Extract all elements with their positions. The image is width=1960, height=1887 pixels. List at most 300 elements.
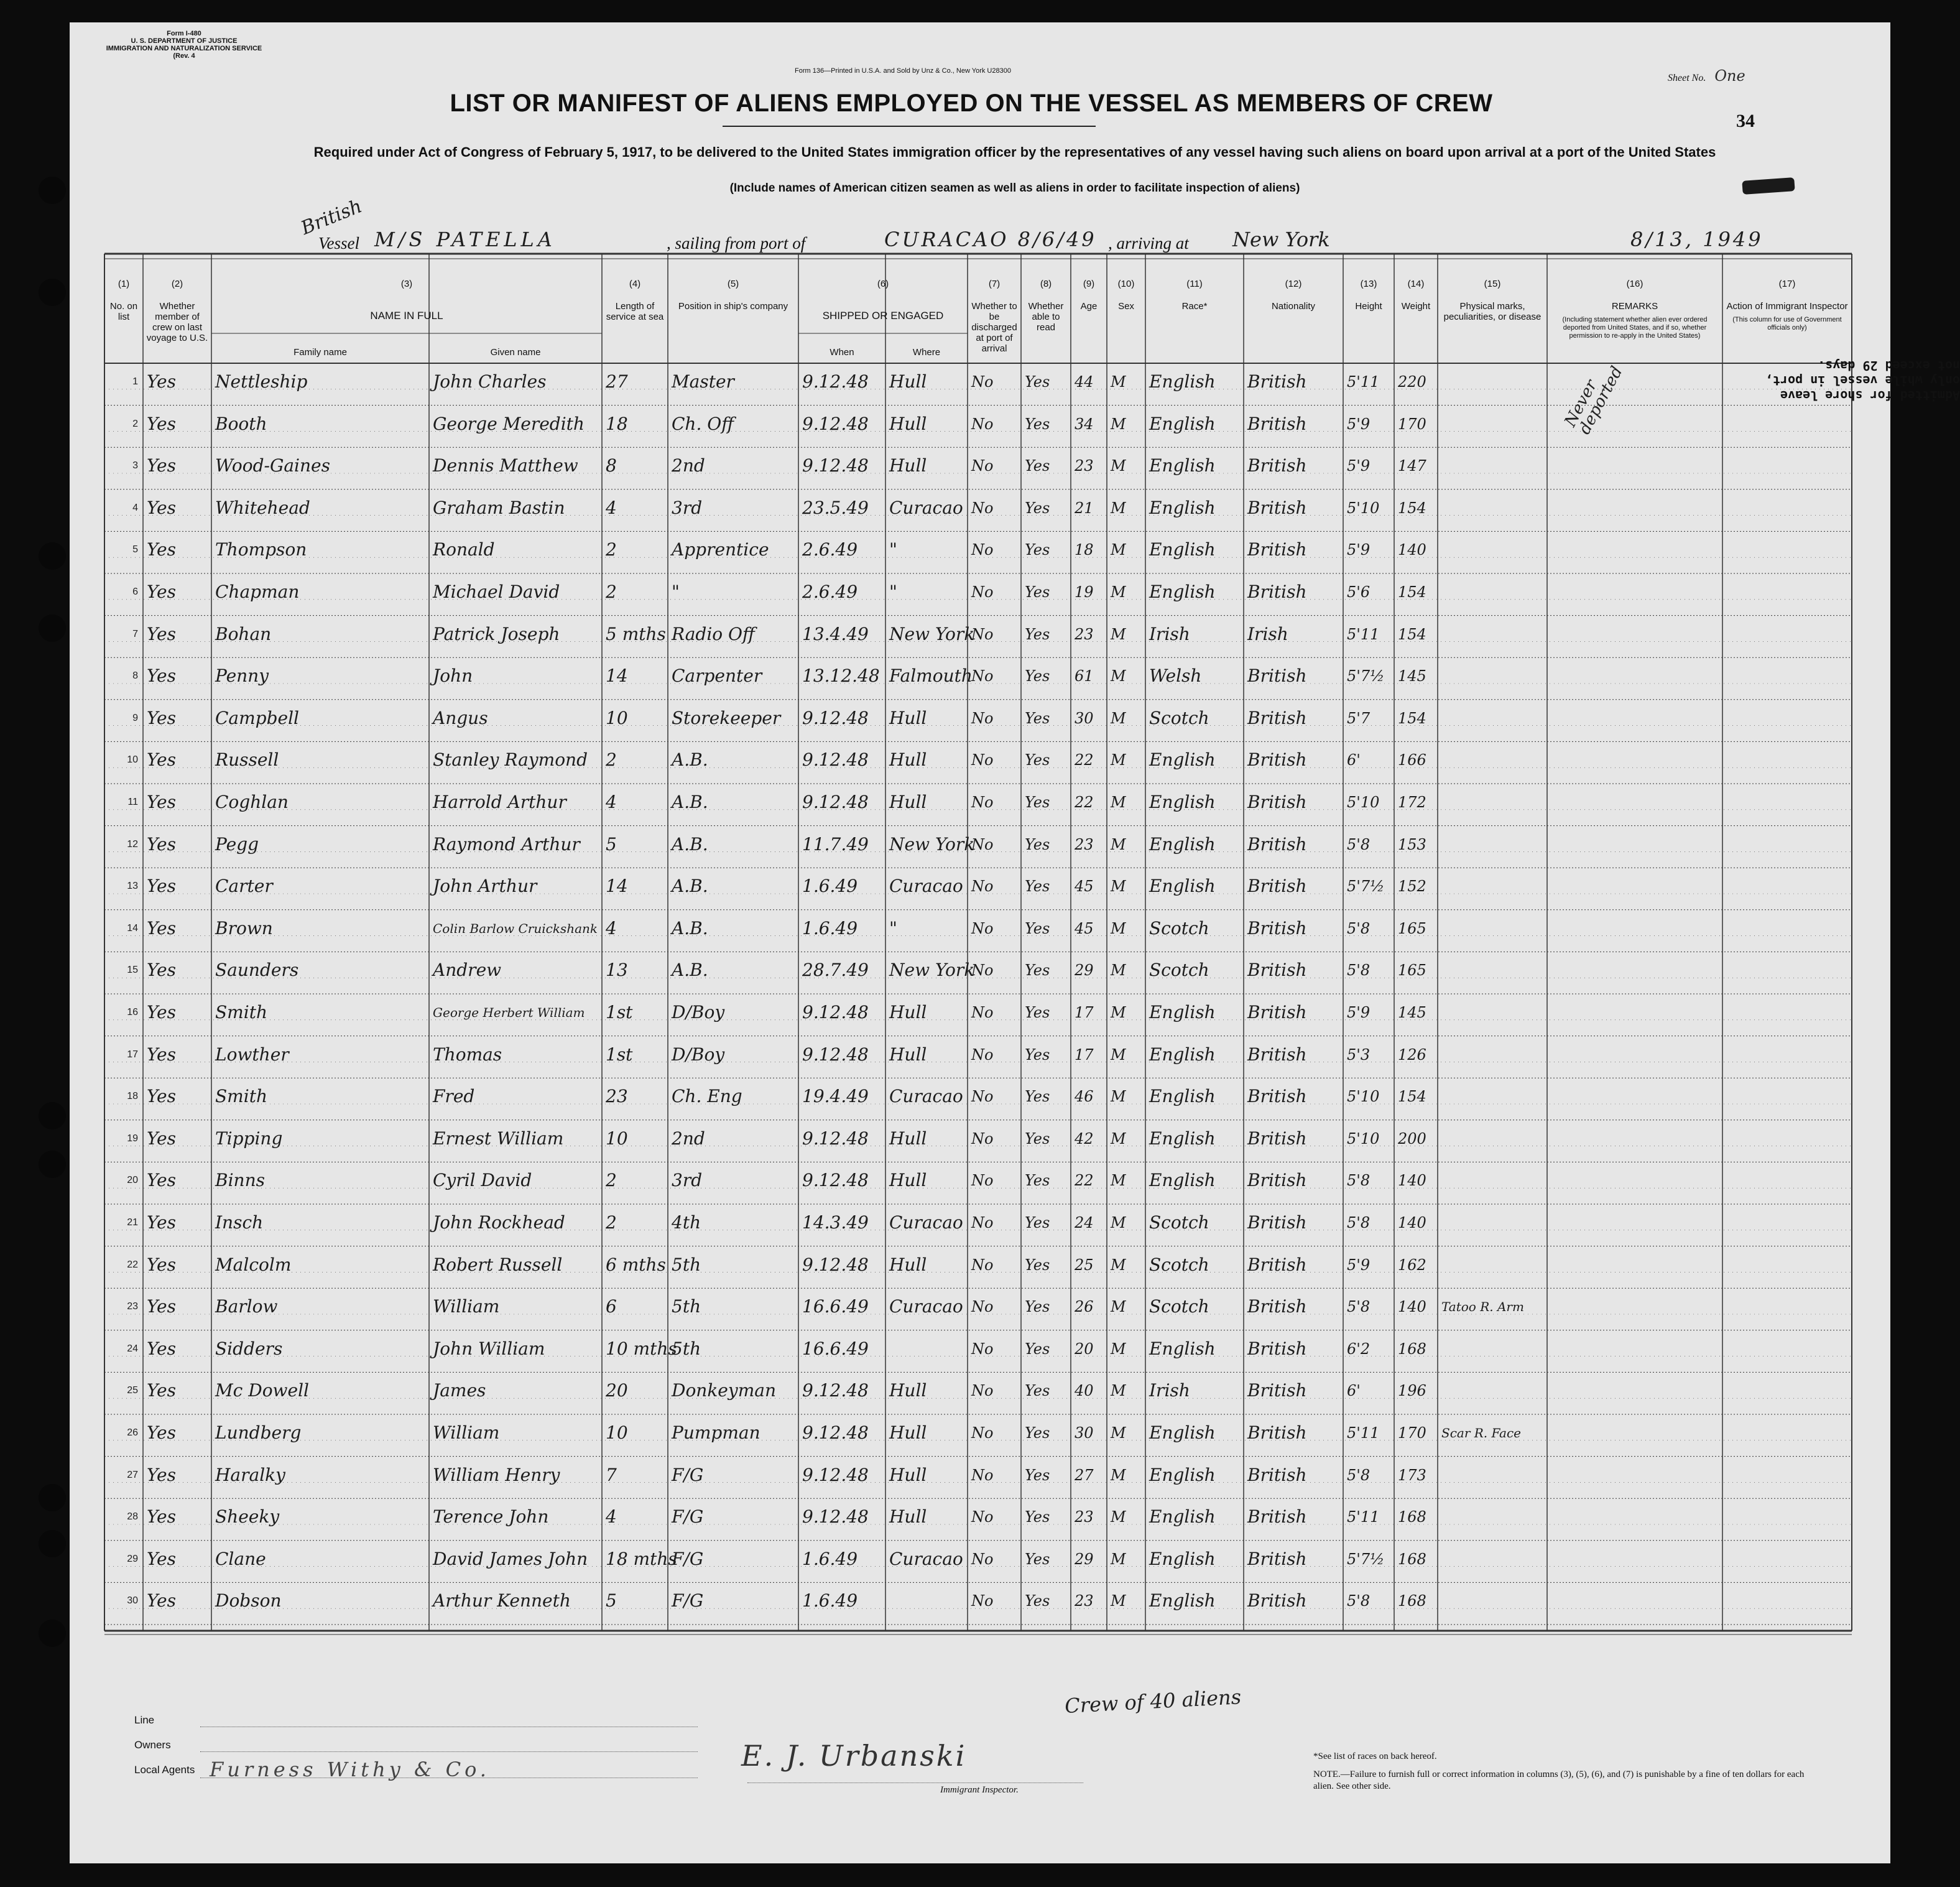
cell-age: 20 [1075,1340,1094,1358]
cell-weight: 168 [1398,1340,1426,1358]
cell-position: D/Boy [672,1002,725,1022]
line-label: Line [134,1714,155,1726]
cell-weight: 153 [1398,835,1426,853]
cell-where: Hull [889,792,927,812]
cell-when: 13.4.49 [802,623,869,644]
cell-family: Smith [215,1086,267,1107]
cell-given: Robert Russell [433,1254,563,1275]
cell-position: A.B. [672,960,708,981]
cell-sex: M [1111,1004,1126,1021]
cell-sex: M [1111,835,1126,853]
cell-when: 9.12.48 [802,1422,869,1443]
cell-position: Pumpman [672,1422,760,1443]
cell-service: 4 [606,1506,617,1528]
column-header: Length of service at sea [606,301,664,322]
vessel-flag: British [298,195,366,239]
cell-read: Yes [1025,541,1050,559]
cell-position: Carpenter [672,665,762,687]
sailing-label: , sailing from port of [667,234,806,253]
cell-family: Barlow [215,1296,278,1317]
cell-family: Pegg [215,833,259,855]
inspector-signature: E. J. Urbanski [741,1739,967,1773]
cell-race: English [1149,1590,1216,1611]
cell-family: Nettleship [215,371,308,392]
cell-sex: M [1111,373,1126,391]
cell-disch: No [971,1424,994,1442]
cell-race: Scotch [1149,917,1209,939]
cell-family: Brown [215,917,273,939]
cell-weight: 145 [1398,667,1426,685]
cell-age: 23 [1075,457,1094,475]
cell-when: 9.12.48 [802,1170,869,1191]
cell-read: Yes [1025,1592,1050,1610]
cell-age: 29 [1075,1550,1094,1568]
cell-nat: British [1247,413,1307,434]
cell-crew: Yes [147,707,176,728]
punch-hole [39,1102,66,1129]
cell-service: 7 [606,1464,617,1485]
row-number: 20 [127,1175,138,1186]
row-number: 2 [132,418,138,429]
row-number: 9 [132,712,138,723]
cell-weight: 140 [1398,1298,1426,1316]
cell-given: Colin Barlow Cruickshank [433,920,598,936]
cell-service: 2 [606,749,617,771]
cell-when: 11.7.49 [802,833,869,855]
cell-sex: M [1111,1046,1126,1064]
cell-race: English [1149,1002,1216,1022]
cell-service: 5 [606,833,617,855]
cell-when: 2.6.49 [802,582,858,602]
cell-disch: No [971,1466,994,1484]
cell-sex: M [1111,499,1126,517]
crew-total: Crew of 40 aliens [1064,1685,1242,1718]
cell-weight: 154 [1398,625,1426,643]
cell-family: Lowther [215,1044,289,1065]
cell-height: 5'9 [1347,457,1371,475]
cell-height: 5'9 [1347,1256,1371,1274]
printer-line: Form 136—Printed in U.S.A. and Sold by Unz & Co., New York U28300 [795,67,1011,75]
cell-when: 14.3.49 [802,1212,869,1233]
cell-service: 23 [606,1086,628,1107]
cell-given: George Herbert William [433,1005,585,1020]
cell-sex: M [1111,962,1126,980]
cell-height: 5'11 [1347,1508,1380,1526]
cell-sex: M [1111,457,1126,475]
cell-height: 5'8 [1347,919,1371,937]
cell-sex: M [1111,709,1126,727]
cell-sex: M [1111,625,1126,643]
cell-where: Hull [889,1044,927,1065]
cell-service: 10 [606,707,628,728]
cell-family: Dobson [215,1590,282,1611]
cell-sex: M [1111,1129,1126,1148]
cell-height: 5'8 [1347,1298,1371,1316]
cell-given: David James John [433,1548,588,1569]
cell-crew: Yes [147,960,176,981]
cell-age: 27 [1075,1466,1094,1484]
cell-service: 14 [606,876,628,897]
column-header: Nationality [1271,301,1316,312]
cell-position: F/G [672,1548,704,1569]
cell-height: 5'11 [1347,625,1380,643]
cell-where: Hull [889,1170,927,1191]
cell-read: Yes [1025,751,1050,769]
cell-weight: 220 [1398,373,1426,391]
cell-nat: British [1247,1254,1307,1275]
cell-when: 9.12.48 [802,1380,869,1401]
cell-age: 23 [1075,1508,1094,1526]
cell-position: A.B. [672,749,708,771]
cell-race: English [1149,876,1216,897]
cell-where: " [889,582,897,602]
column-header: SHIPPED OR ENGAGED [822,310,944,322]
cell-age: 30 [1075,709,1094,727]
page-number: 34 [1736,111,1755,131]
cell-height: 5'8 [1347,1466,1371,1484]
row-number: 28 [127,1511,138,1523]
cell-crew: Yes [147,1296,176,1317]
row-number: 19 [127,1133,138,1144]
cell-crew: Yes [147,371,176,392]
service-name: IMMIGRATION AND NATURALIZATION SERVICE [106,45,262,52]
column-subheader: Given name [490,347,541,358]
cell-when: 1.6.49 [802,876,858,897]
row-number: 4 [132,502,138,513]
cell-position: 3rd [672,1170,703,1191]
cell-age: 17 [1075,1004,1094,1021]
vessel-label: Vessel [318,234,359,253]
cell-service: 10 [606,1128,628,1149]
cell-crew: Yes [147,1548,176,1569]
cell-given: Thomas [433,1044,502,1065]
cell-given: Patrick Joseph [433,623,560,644]
column-header: Height [1355,301,1382,312]
cell-where: Hull [889,749,927,771]
cell-given: John William [433,1338,545,1359]
row-number: 18 [127,1091,138,1102]
cell-disch: No [971,919,994,937]
form-number-block [97,30,271,60]
cell-crew: Yes [147,1086,176,1107]
cell-position: F/G [672,1506,704,1528]
vessel-name: M/S PATELLA [374,228,556,251]
cell-position: 3rd [672,497,703,518]
cell-read: Yes [1025,1129,1050,1148]
cell-position: Master [672,371,734,392]
cell-crew: Yes [147,1506,176,1528]
cell-position: F/G [672,1590,704,1611]
cell-where: Curacao [889,497,963,518]
cell-given: James [433,1380,486,1401]
cell-service: 5 mths [606,623,666,644]
cell-age: 34 [1075,415,1094,433]
fine-note: NOTE.—Failure to furnish full or correct information in columns (3), (5), (6), and (7) is punishable by a fine of ten dollars for each alien. See other side. [1313,1769,1805,1791]
cell-race: English [1149,1506,1216,1528]
row-number: 8 [132,670,138,682]
cell-age: 61 [1075,667,1094,685]
punch-hole [39,1151,66,1178]
cell-disch: No [971,1592,994,1610]
row-number: 5 [132,544,138,555]
cell-sex: M [1111,1298,1126,1316]
cell-when: 9.12.48 [802,1044,869,1065]
cell-given: John [433,665,473,687]
row-number: 27 [127,1469,138,1480]
cell-sex: M [1111,878,1126,896]
cell-read: Yes [1025,1382,1050,1400]
cell-position: Ch. Off [672,413,734,434]
punch-hole [39,1484,66,1511]
column-header: Position in ship's company [678,301,788,312]
cell-read: Yes [1025,1466,1050,1484]
column-number: (4) [629,279,641,289]
cell-nat: British [1247,665,1307,687]
to-port: New York [1232,228,1330,251]
cell-sex: M [1111,1340,1126,1358]
column-number: (15) [1484,279,1501,289]
cell-nat: British [1247,1170,1307,1191]
cell-family: Carter [215,876,273,897]
cell-service: 18 mths [606,1548,677,1569]
cell-race: English [1149,1338,1216,1359]
cell-service: 6 [606,1296,617,1317]
cell-service: 2 [606,1170,617,1191]
cell-race: English [1149,497,1216,518]
cell-weight: 170 [1398,415,1426,433]
cell-where: Hull [889,1464,927,1485]
cell-given: William [433,1422,500,1443]
cell-given: Raymond Arthur [433,833,580,855]
cell-given: Ronald [433,539,495,560]
row-number: 7 [132,628,138,639]
cell-when: 1.6.49 [802,1590,858,1611]
cell-race: English [1149,1170,1216,1191]
cell-age: 23 [1075,1592,1094,1610]
cell-crew: Yes [147,539,176,560]
cell-service: 5 [606,1590,617,1611]
cell-given: Andrew [433,960,502,981]
cell-service: 6 mths [606,1254,666,1275]
cell-read: Yes [1025,1508,1050,1526]
cell-when: 13.12.48 [802,665,880,687]
cell-given: John Arthur [433,876,537,897]
cell-weight: 154 [1398,1088,1426,1106]
cell-read: Yes [1025,1424,1050,1442]
inspector-label: Immigrant Inspector. [940,1785,1019,1795]
cell-crew: Yes [147,1044,176,1065]
cell-weight: 140 [1398,1172,1426,1190]
manifest-sheet [70,22,1960,1863]
cell-weight: 154 [1398,499,1426,517]
cell-height: 5'11 [1347,373,1380,391]
cell-when: 9.12.48 [802,1128,869,1149]
cell-position: A.B. [672,792,708,812]
remarks-handwritten: Never deported [1561,363,1627,438]
cell-disch: No [971,1256,994,1274]
cell-age: 24 [1075,1214,1094,1231]
cell-nat: British [1247,371,1307,392]
cell-service: 10 [606,1422,628,1443]
cell-crew: Yes [147,1128,176,1149]
column-subheader: When [830,347,854,358]
cell-when: 1.6.49 [802,917,858,939]
cell-weight: 196 [1398,1382,1426,1400]
cell-height: 5'9 [1347,541,1371,559]
cell-disch: No [971,751,994,769]
cell-where: Hull [889,1128,927,1149]
cell-race: English [1149,1044,1216,1065]
cell-read: Yes [1025,1004,1050,1021]
cell-when: 19.4.49 [802,1086,869,1107]
column-number: (5) [727,279,739,289]
cell-where: Hull [889,1380,927,1401]
row-number: 14 [127,922,138,934]
cell-crew: Yes [147,455,176,476]
cell-disch: No [971,1088,994,1106]
cell-height: 5'11 [1347,1424,1380,1442]
cell-nat: British [1247,876,1307,897]
cell-family: Wood-Gaines [215,455,330,476]
cell-nat: British [1247,833,1307,855]
cell-sex: M [1111,919,1126,937]
cell-age: 42 [1075,1129,1094,1148]
cell-nat: British [1247,497,1307,518]
cell-given: Terence John [433,1506,549,1528]
cell-where: " [889,539,897,560]
column-number: (11) [1186,279,1203,289]
cell-service: 4 [606,792,617,812]
cell-service: 2 [606,539,617,560]
cell-nat: British [1247,1338,1307,1359]
cell-nat: British [1247,455,1307,476]
row-number: 21 [127,1217,138,1228]
cell-position: F/G [672,1464,704,1485]
column-subheader: Where [912,347,941,358]
form-number: Form I-480 [167,30,201,37]
cell-position: 5th [672,1254,701,1275]
cell-nat: British [1247,1296,1307,1317]
cell-age: 22 [1075,1172,1094,1190]
cell-position: A.B. [672,917,708,939]
cell-when: 16.6.49 [802,1296,869,1317]
cell-height: 5'8 [1347,1172,1371,1190]
cell-height: 5'10 [1347,1088,1380,1106]
cell-nat: British [1247,707,1307,728]
cell-disch: No [971,1129,994,1148]
include-note: (Include names of American citizen seamen as well as aliens in order to facilitate inspection of aliens) [729,182,1300,195]
cell-read: Yes [1025,1256,1050,1274]
cell-nat: British [1247,1380,1307,1401]
cell-disch: No [971,709,994,727]
row-number: 17 [127,1049,138,1060]
column-number: (6) [877,279,889,289]
cell-disch: No [971,457,994,475]
column-number: (1) [118,279,130,289]
cell-nat: British [1247,582,1307,602]
column-number: (16) [1626,279,1643,289]
cell-race: English [1149,749,1216,771]
cell-crew: Yes [147,413,176,434]
cell-where: Curacao [889,1086,963,1107]
cell-age: 21 [1075,499,1094,517]
cell-crew: Yes [147,1464,176,1485]
cell-sex: M [1111,541,1126,559]
column-number: (9) [1083,279,1095,289]
cell-service: 13 [606,960,628,981]
cell-family: Penny [215,665,269,687]
cell-crew: Yes [147,917,176,939]
cell-disch: No [971,1550,994,1568]
column-number: (12) [1285,279,1302,289]
cell-crew: Yes [147,582,176,602]
cell-nat: British [1247,1002,1307,1022]
cell-crew: Yes [147,623,176,644]
cell-read: Yes [1025,1298,1050,1316]
cell-race: English [1149,792,1216,812]
cell-when: 9.12.48 [802,1002,869,1022]
cell-given: Cyril David [433,1170,532,1191]
cell-position: Donkeyman [672,1380,776,1401]
row-number: 22 [127,1259,138,1270]
cell-sex: M [1111,1424,1126,1442]
cell-service: 18 [606,413,628,434]
cell-race: Scotch [1149,1212,1209,1233]
cell-read: Yes [1025,878,1050,896]
cell-service: 20 [606,1380,628,1401]
cell-where: New York [889,833,975,855]
sheet-number [1668,67,1792,85]
row-number: 11 [127,797,138,807]
cell-sex: M [1111,1256,1126,1274]
cell-nat: British [1247,1086,1307,1107]
cell-disch: No [971,1508,994,1526]
cell-read: Yes [1025,625,1050,643]
cell-read: Yes [1025,1172,1050,1190]
cell-read: Yes [1025,962,1050,980]
department: U. S. DEPARTMENT OF JUSTICE [131,37,238,45]
cell-weight: 172 [1398,794,1426,811]
cell-race: English [1149,1548,1216,1569]
cell-race: Scotch [1149,1296,1209,1317]
cell-disch: No [971,541,994,559]
column-number: (7) [988,279,1001,289]
cell-disch: No [971,1004,994,1021]
cell-nat: British [1247,917,1307,939]
cell-race: English [1149,1422,1216,1443]
cell-age: 45 [1075,878,1094,896]
cell-race: English [1149,371,1216,392]
cell-where: Hull [889,413,927,434]
cell-nat: British [1247,749,1307,771]
races-note: *See list of races on back hereof. [1313,1751,1437,1761]
cell-disch: No [971,1172,994,1190]
cell-when: 2.6.49 [802,539,858,560]
from-port: CURACAO 8/6/49 [884,228,1097,251]
cell-weight: 200 [1398,1129,1426,1148]
column-number: (14) [1407,279,1425,289]
row-number: 12 [127,838,138,850]
cell-height: 5'7½ [1347,667,1385,685]
cell-read: Yes [1025,794,1050,811]
cell-disch: No [971,794,994,811]
cell-service: 4 [606,497,617,518]
cell-read: Yes [1025,1340,1050,1358]
cell-nat: British [1247,539,1307,560]
cell-position: A.B. [672,876,708,897]
cell-nat: British [1247,1506,1307,1528]
cell-crew: Yes [147,497,176,518]
